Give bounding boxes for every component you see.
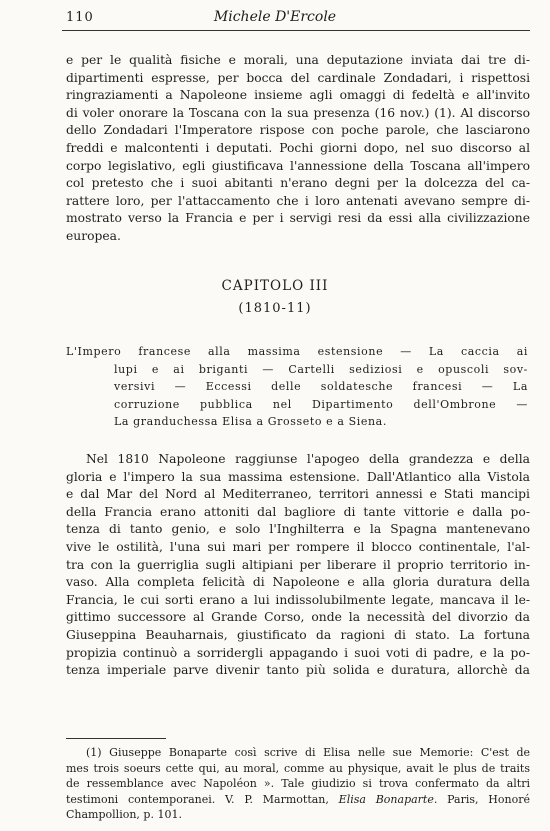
page-number: 110	[66, 10, 94, 25]
text-line: Nel 1810 Napoleone raggiunse l'apogeo della grandezza e della	[86, 452, 530, 466]
footnote-line: Champollion, p. 101.	[66, 808, 182, 821]
text-line: della Francia erano attoniti dal bagliore di tante vittorie e dalla po-	[66, 504, 530, 519]
text-line: dello Zondadari l'Imperatore rispose con poche parole, che lasciarono	[66, 123, 530, 138]
text-line: ringraziamenti a Napoleone insieme agli omaggi di fedeltà e all'invito	[66, 88, 530, 103]
chapter-summary	[66, 343, 528, 431]
text-line: gittimo successore al Grande Corso, onde la necessità del divorzio da	[66, 610, 530, 625]
book-title: Elisa Bonaparte	[338, 792, 434, 806]
footnote-line: (1) Giuseppe Bonaparte così scrive di Elisa nelle sue Memorie: C'est de	[86, 746, 530, 759]
paragraph-continued	[66, 52, 530, 246]
running-head: Michele D'Ercole	[213, 9, 337, 25]
text-line: e dal Mar del Nord al Mediterraneo, territori annessi e Stati mancipi	[66, 487, 530, 502]
footnote-text: . Paris, Honoré	[433, 792, 530, 806]
summary-line: L'Impero francese alla massima estensione — La caccia ai	[66, 345, 528, 358]
text-line: europea.	[66, 228, 121, 243]
text-line: gloria e l'impero la sua massima estensione. Dall'Atlantico alla Vistola	[66, 469, 530, 484]
text-line: freddi e malcontenti i deputati. Pochi giorni dopo, nel suo discorso al	[66, 140, 530, 155]
text-line: tenza di tanto genio, e solo l'Inghilterra e la Spagna mantenevano	[66, 522, 530, 537]
text-line: dipartimenti espresse, per bocca del cardinale Zondadari, i rispettosi	[66, 70, 530, 85]
text-line: col pretesto che i suoi abitanti n'erano degni per la dolcezza del ca-	[66, 176, 530, 191]
text-line: vive le ostilità, l'una sui mari per rompere il blocco continentale, l'al-	[66, 539, 530, 554]
chapter-years: (1810-11)	[238, 301, 312, 316]
paragraph-opening	[66, 451, 530, 680]
summary-line: corruzione pubblica nel Dipartimento dell'Ombrone —	[114, 397, 528, 411]
footnote-line: mes trois soeurs cette qui, au moral, comme au physique, avait le plus de traits	[66, 761, 530, 775]
text-line: mostrato verso la Francia e per i servigi resi da essi alla civilizzazione	[66, 211, 530, 226]
text-line: Francia, le cui sorti erano a lui indissolubilmente legate, mancava il le-	[66, 592, 530, 607]
text-line: corpo legislativo, egli giustificava l'annessione della Toscana all'impero	[66, 158, 530, 173]
page-header	[0, 0, 550, 30]
footnote-line: de ressemblance avec Napoléon ». Tale giudizio si trova confermato da altri	[66, 777, 530, 790]
chapter-title: CAPITOLO III	[221, 278, 329, 294]
summary-line: versivi — Eccessi delle soldatesche francesi — La	[114, 380, 528, 393]
text-line: tra con la guerriglia sugli altipiani per liberare il proprio territorio in-	[66, 557, 530, 572]
footnote-line	[66, 792, 530, 808]
text-line: vaso. Alla completa felicità di Napoleone e alla gloria duratura della	[66, 575, 530, 590]
footnote	[66, 745, 530, 823]
text-line: tenza imperiale parve divenir tanto più solida e duratura, allorchè da	[66, 663, 530, 678]
summary-line: La granduchessa Elisa a Grosseto e a Siena.	[114, 415, 387, 428]
text-line: Giuseppina Beauharnais, giustificato da ragioni di stato. La fortuna	[66, 627, 530, 642]
text-line: di voler onorare la Toscana con la sua presenza (16 nov.) (1). Al discorso	[66, 105, 530, 120]
header-rule	[62, 30, 530, 31]
footnote-text: testimoni contemporanei. V. P. Marmottan,	[66, 792, 339, 806]
text-line: rattere loro, per l'attaccamento che i loro antenati avevano sempre di-	[66, 193, 530, 208]
footnote-rule	[66, 738, 166, 739]
text-line: e per le qualità fisiche e morali, una deputazione inviata dai tre di-	[66, 53, 530, 67]
text-line: propizia continuò a sorridergli appagando i suoi voti di padre, e la po-	[66, 645, 530, 660]
summary-line: lupi e ai briganti — Cartelli sediziosi e opuscoli sov-	[114, 362, 528, 376]
